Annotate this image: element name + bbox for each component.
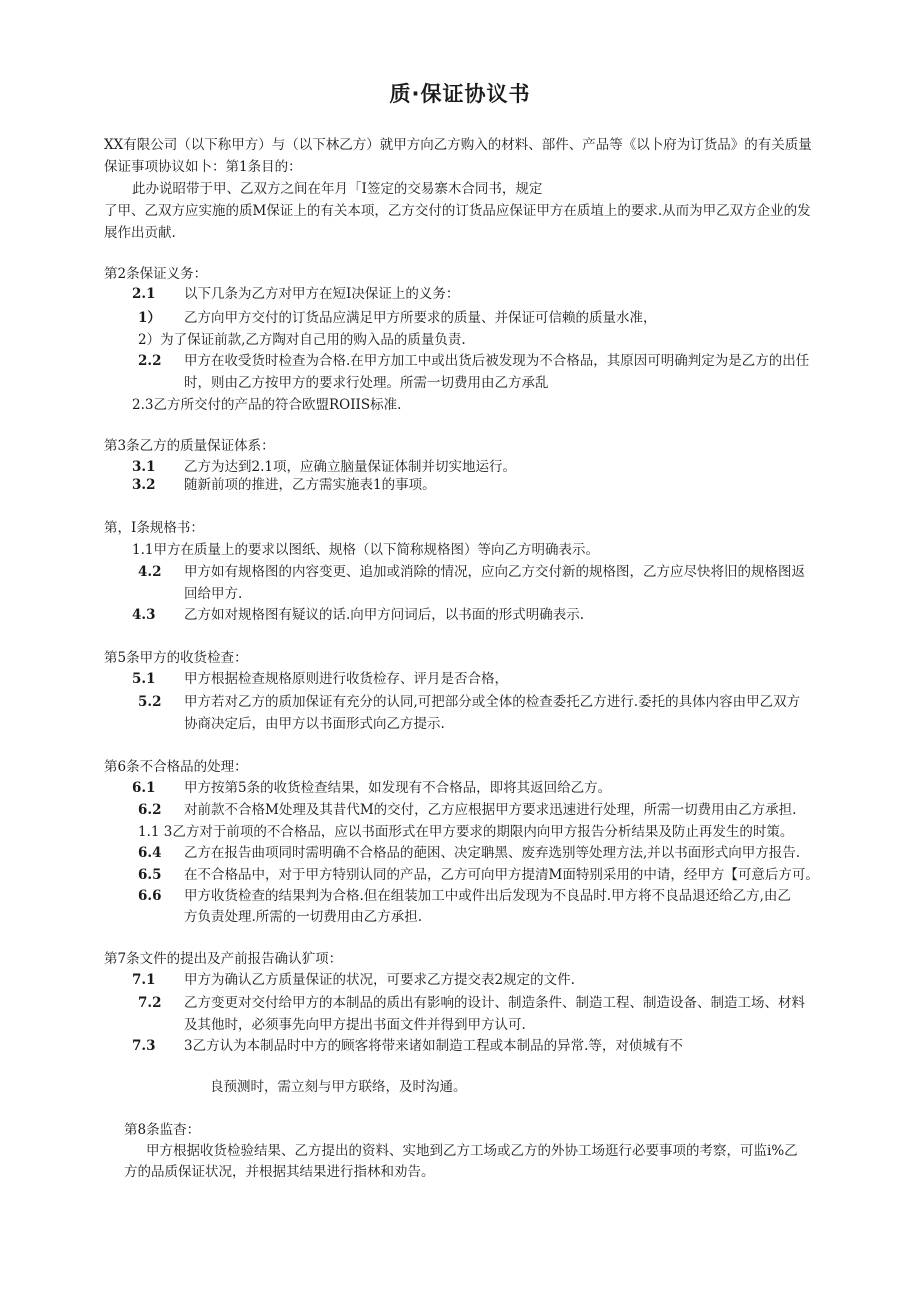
intro-line: 展作出贡献. bbox=[104, 225, 176, 241]
section-heading: 第5条甲方的收货检查： bbox=[104, 650, 248, 666]
document-title: 质·保证协议书 bbox=[389, 82, 531, 106]
clause-number: 1） bbox=[138, 310, 161, 326]
clause bbox=[138, 886, 791, 906]
intro-line: 了甲、乙双方应实施的质M保证上的有关本项，乙方交付的订货品应保证甲方在质埴上的要求.从而为甲乙双方企业的发 bbox=[104, 203, 811, 219]
clause-text: 对前款不合格M处理及其昔代M的交付，乙方应根据甲方要求迅速进行处理，所需一切费用由乙方承担. bbox=[184, 802, 797, 818]
clause-number: 2.2 bbox=[138, 353, 162, 369]
section-heading: 第8条监杳： bbox=[124, 1122, 201, 1138]
clause-text: 甲方收货检查的结果判为合格.但在组装加工中或件出后发现为不良品时.甲方将不良品退还给乙方,由乙 bbox=[184, 888, 791, 904]
clause-number: 5.2 bbox=[138, 694, 162, 710]
clause-text: 乙方如对规格图有疑议的话.向甲方问词后，以书面的形式明确表示. bbox=[184, 607, 585, 623]
clause-text: 1.1甲方在质量上的要求以图纸、规格（以下简称规格图）等向乙方明确表示。 bbox=[132, 542, 599, 558]
clause-number: 5.1 bbox=[132, 671, 156, 687]
clause bbox=[138, 692, 800, 712]
clause-number: 3.1 bbox=[132, 459, 156, 475]
clause bbox=[132, 457, 516, 477]
clause-text: 随新前项的推进，乙方需实施表1的事项。 bbox=[184, 477, 436, 493]
clause bbox=[132, 605, 584, 625]
clause-text: 甲方根据检查规格原则进行收货检存、评月是否合格， bbox=[184, 671, 508, 687]
clause bbox=[138, 843, 800, 863]
clause bbox=[138, 562, 805, 582]
clause-text: 在不合格品中，对于甲方特别认同的产品，乙方可向甲方提清M面特别采用的中请，经甲方【可意后方可。 bbox=[184, 867, 819, 883]
clause-text: 乙方向甲方交付的订货品应满足甲方所要求的质量、并保证可信赖的质量水准， bbox=[184, 310, 657, 326]
clause-number: 6.5 bbox=[138, 867, 162, 883]
clause-text: 甲方为确认乙方质量保证的状况，可要求乙方提交表2规定的文件. bbox=[184, 972, 575, 988]
clause-text: 方负责处理.所需的一切费用由乙方承担. bbox=[184, 909, 423, 925]
clause-text: 甲方根据收货检验结果、乙方提出的资料、实地到乙方工场或乙方的外协工场逛行必要事项的考察，可监i%乙 bbox=[146, 1143, 798, 1159]
clause-text: 乙方在报告曲项同时需明确不合格品的葩困、决定聃黑、废弃选别等处理方法,并以书面形式向甲方报告. bbox=[184, 845, 801, 861]
clause bbox=[132, 669, 508, 689]
clause-number: 6.2 bbox=[138, 802, 162, 818]
clause-number: 7.2 bbox=[138, 995, 162, 1011]
section-heading: 第，I条规格书： bbox=[104, 520, 204, 536]
intro-line: 保证事项协议如卜：第1条目的： bbox=[104, 159, 302, 175]
clause-text: 甲方按第5条的收货检查结果，如发现有不合格品，即将其返回给乙方。 bbox=[184, 780, 612, 796]
clause-number: 4.3 bbox=[132, 607, 156, 623]
clause-number: 2.1 bbox=[132, 286, 156, 302]
clause bbox=[132, 1036, 683, 1056]
clause bbox=[138, 308, 657, 328]
section-heading: 第7条文件的提出及产前报告确认犷项： bbox=[104, 951, 343, 967]
clause-number: 7.1 bbox=[132, 972, 156, 988]
intro-line: 此办说昭带于甲、乙双方之间在年月「I签定的交易寨木合同书，规定 bbox=[132, 181, 543, 197]
clause-text: 方的品质保证状况，并根据其结果进行指林和劝告。 bbox=[124, 1164, 435, 1180]
section-heading: 第3条乙方的质量保证体系： bbox=[104, 438, 275, 454]
clause bbox=[138, 993, 805, 1013]
clause-text: 及其他时，必须事先向甲方提出书面文件并得到甲方认可. bbox=[184, 1017, 526, 1033]
clause-number: 3.2 bbox=[132, 477, 156, 493]
clause-text: 甲方在收受货时检查为合格.在甲方加工中或出货后被发现为不合格品，其原因可明确判定为是乙方的出任 bbox=[184, 353, 810, 369]
clause-text: 良预测时，需立刻与甲方联络，及时沟通。 bbox=[210, 1079, 467, 1095]
clause-text: 甲方如有规格图的内容变更、追加或消除的情况，应向乙方交付新的规格图，乙方应尽快将旧的规格图返 bbox=[184, 564, 805, 580]
intro-line: XX有限公司（以下称甲方）与（以下林乙方）就甲方向乙方购入的材料、部件、产品等《以卜府为订货品》的有关质量 bbox=[104, 137, 812, 153]
clause-text: 乙方变更对交付给甲方的本制品的质出有影响的设计、制造条件、制造工程、制造设备、制造工场、材料 bbox=[184, 995, 805, 1011]
clause-text: 甲方若对乙方的质加保证有充分的认同,可把部分或全体的检查委托乙方进行.委托的具体内容由甲乙双方 bbox=[184, 694, 801, 710]
clause-text: 回给甲方. bbox=[184, 586, 243, 602]
clause bbox=[132, 284, 459, 304]
clause bbox=[138, 865, 819, 885]
clause bbox=[138, 351, 809, 371]
clause-text: 以下几条为乙方对甲方在短I决保证上的义务： bbox=[184, 286, 460, 302]
clause-text: 2.3乙方所交付的产品的符合欧盟ROIIS标准. bbox=[132, 397, 402, 413]
clause bbox=[132, 970, 575, 990]
clause-number: 6.4 bbox=[138, 845, 162, 861]
clause-number: 4.2 bbox=[138, 564, 162, 580]
clause-text: 3乙方认为本制品时中方的顾客将带来诸如制造工程或本制品的异常.等，对侦城有不 bbox=[184, 1038, 683, 1054]
clause-number: 6.6 bbox=[138, 888, 162, 904]
clause-text: 协商决定后，由甲方以书面形式向乙方提示. bbox=[184, 716, 445, 732]
section-heading: 第6条不合格品的处理： bbox=[104, 759, 248, 775]
clause-text: 乙方为达到2.1项，应确立脑量保证体制并切实地运行。 bbox=[184, 459, 516, 475]
clause-text: 1.1 3乙方对于前项的不合格品，应以书面形式在甲方要求的期限内向甲方报告分析结果及防止再发生的时策。 bbox=[138, 824, 794, 840]
clause bbox=[138, 800, 796, 820]
clause-number: 7.3 bbox=[132, 1038, 156, 1054]
clause-number: 6.1 bbox=[132, 780, 156, 796]
clause bbox=[132, 475, 436, 495]
clause bbox=[132, 778, 611, 798]
clause-text: 2）为了保证前款,乙方陶对自己用的购入品的质量负责. bbox=[138, 332, 466, 348]
section-heading: 第2条保证义务： bbox=[104, 266, 208, 282]
clause-text: 时，则由乙方按甲方的要求行处理。所需一切费用由乙方承乱 bbox=[184, 375, 549, 391]
